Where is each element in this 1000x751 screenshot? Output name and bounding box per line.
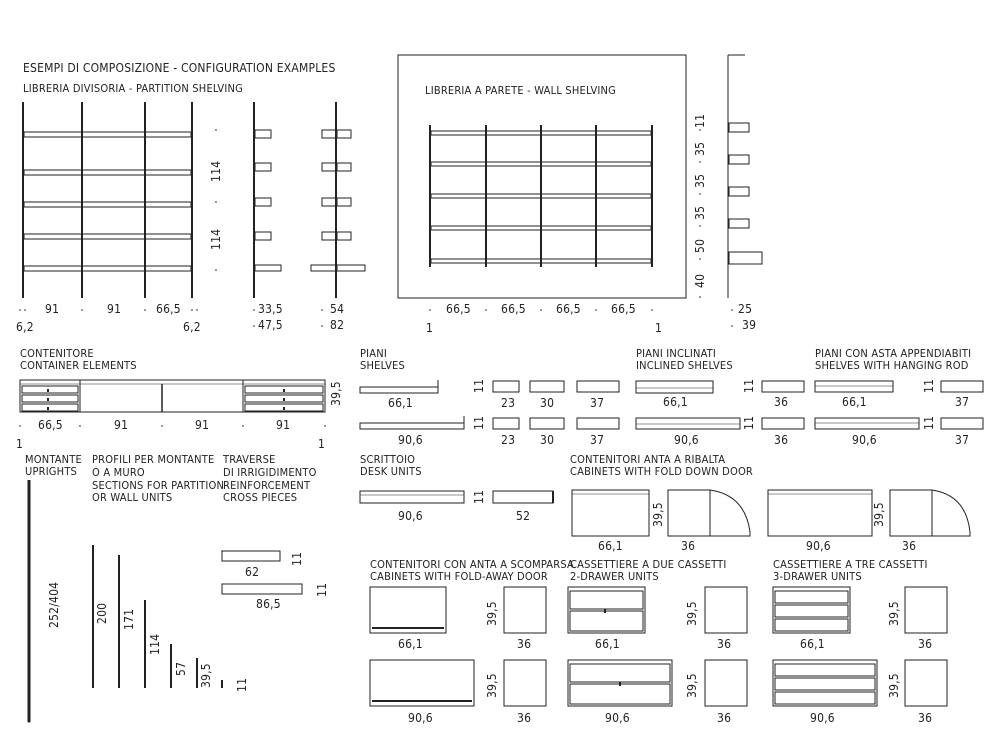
profile-length-114: 114 — [148, 633, 162, 655]
container-width-3: 91 — [195, 418, 210, 432]
twodrawer-width-short: 66,1 — [595, 637, 620, 651]
wall-width-2: 66,5 — [501, 302, 526, 316]
wall-width-3: 66,5 — [556, 302, 581, 316]
threedrawer-height-2: 39,5 — [887, 673, 901, 698]
shelf-width-short: 66,1 — [388, 396, 413, 410]
threedrawer-title-en: 3-DRAWER UNITS — [773, 570, 862, 583]
profiles-title-4: OR WALL UNITS — [92, 491, 173, 504]
inclined-thickness-2: 11 — [742, 415, 756, 430]
folddown-height-1: 39,5 — [651, 502, 665, 527]
shelf-thickness-2: 11 — [472, 415, 486, 430]
partition-height-1: 114 — [209, 160, 223, 182]
container-height: 39,5 — [329, 381, 343, 406]
wall-height-5: 50 — [693, 238, 707, 253]
container-title-en: CONTAINER ELEMENTS — [20, 359, 137, 372]
hanging-thickness-2: 11 — [922, 415, 936, 430]
threedrawer-width-short: 66,1 — [800, 637, 825, 651]
partition-shelving-title: LIBRERIA DIVISORIA - PARTITION SHELVING — [23, 82, 243, 95]
cross-thickness-2: 11 — [315, 582, 329, 597]
container-width-2: 91 — [114, 418, 129, 432]
hanging-thickness-1: 11 — [922, 378, 936, 393]
foldaway-depth-1: 36 — [517, 637, 532, 651]
profile-length-171: 171 — [122, 608, 136, 630]
shelf-depth-30a: 30 — [540, 396, 555, 410]
desk-width: 90,6 — [398, 509, 423, 523]
twodrawer-width-long: 90,6 — [605, 711, 630, 725]
folddown-depth-1: 36 — [681, 539, 696, 553]
wall-side-left: 1 — [426, 321, 434, 335]
twodrawer-title-it: CASSETTIERE A DUE CASSETTI — [570, 558, 727, 571]
partition-width-2: 91 — [107, 302, 122, 316]
container-side-right: 1 — [318, 437, 326, 451]
desk-unit-drawing — [360, 491, 553, 503]
desk-thickness: 11 — [472, 489, 486, 504]
container-title-it: CONTENITORE — [20, 347, 94, 360]
foldaway-width-short: 66,1 — [398, 637, 423, 651]
wall-height-3: 35 — [693, 173, 707, 188]
wall-shelving-side — [728, 55, 762, 298]
cross-title-2: DI IRRIGIDIMENTO — [223, 466, 317, 479]
wall-side-right: 1 — [655, 321, 663, 335]
wall-depth-2: 39 — [742, 318, 757, 332]
shelf-depth-37a: 37 — [590, 396, 605, 410]
container-width-4: 91 — [276, 418, 291, 432]
partition-width-1: 91 — [45, 302, 60, 316]
hanging-title-en: SHELVES WITH HANGING ROD — [815, 359, 969, 372]
container-side-left: 1 — [16, 437, 24, 451]
profile-length-39-5: 39,5 — [199, 663, 213, 688]
profiles-title-1: PROFILI PER MONTANTE — [92, 453, 215, 466]
shelf-depth-23a: 23 — [501, 396, 516, 410]
shelf-depth-30b: 30 — [540, 433, 555, 447]
twodrawer-title-en: 2-DRAWER UNITS — [570, 570, 659, 583]
partition-side-view-a — [254, 102, 281, 298]
threedrawer-width-long: 90,6 — [810, 711, 835, 725]
partition-depth-b1: 54 — [330, 302, 345, 316]
profiles-title-2: O A MURO — [92, 466, 145, 479]
shelves-title-en: SHELVES — [360, 359, 405, 372]
shelves-title-it: PIANI — [360, 347, 387, 360]
folddown-title-it: CONTENITORI ANTA A RIBALTA — [570, 453, 726, 466]
shelf-width-long: 90,6 — [398, 433, 423, 447]
twodrawer-height-2: 39,5 — [685, 673, 699, 698]
wall-width-1: 66,5 — [446, 302, 471, 316]
folddown-height-2: 39,5 — [872, 502, 886, 527]
threedrawer-depth-1: 36 — [918, 637, 933, 651]
foldaway-title-it: CONTENITORI CON ANTA A SCOMPARSA — [370, 558, 574, 571]
shelf-depth-37b: 37 — [590, 433, 605, 447]
folddown-width-long: 90,6 — [806, 539, 831, 553]
wall-height-1: 11 — [693, 113, 707, 128]
wall-height-4: 35 — [693, 205, 707, 220]
inclined-depth-2: 36 — [774, 433, 789, 447]
shelf-depth-23b: 23 — [501, 433, 516, 447]
container-width-1: 66,5 — [38, 418, 63, 432]
cross-length-62: 62 — [245, 565, 260, 579]
profiles-title-3: SECTIONS FOR PARTITION — [92, 479, 225, 492]
cross-title-1: TRAVERSE — [223, 453, 276, 466]
folddown-depth-2: 36 — [902, 539, 917, 553]
uprights-title-en: UPRIGHTS — [25, 465, 78, 478]
profile-length-57: 57 — [174, 661, 188, 676]
hanging-width-long: 90,6 — [852, 433, 877, 447]
twodrawer-depth-2: 36 — [717, 711, 732, 725]
partition-depth-b2: 82 — [330, 318, 345, 332]
threedrawer-height-1: 39,5 — [887, 601, 901, 626]
foldaway-title-en: CABINETS WITH FOLD-AWAY DOOR — [370, 570, 548, 583]
partition-depth-a1: 33,5 — [258, 302, 283, 316]
inclined-title-en: INCLINED SHELVES — [636, 359, 733, 372]
threedrawer-title-it: CASSETTIERE A TRE CASSETTI — [773, 558, 928, 571]
partition-shelving-front — [23, 102, 192, 298]
uprights-title-it: MONTANTE — [25, 453, 82, 466]
partition-width-3: 66,5 — [156, 302, 181, 316]
container-elements-drawing — [20, 380, 325, 412]
folddown-width-short: 66,1 — [598, 539, 623, 553]
wall-depth-1: 25 — [738, 302, 753, 316]
twodrawer-depth-1: 36 — [717, 637, 732, 651]
wall-shelving-title: LIBRERIA A PARETE - WALL SHELVING — [425, 84, 617, 97]
partition-side-left: 6,2 — [16, 320, 34, 334]
foldaway-depth-2: 36 — [517, 711, 532, 725]
folddown-title-en: CABINETS WITH FOLD DOWN DOOR — [570, 465, 754, 478]
inclined-width-long: 90,6 — [674, 433, 699, 447]
threedrawer-depth-2: 36 — [918, 711, 933, 725]
partition-side-view-b — [311, 102, 365, 298]
profile-length-11: 11 — [235, 677, 249, 692]
partition-depth-a2: 47,5 — [258, 318, 283, 332]
foldaway-height-2: 39,5 — [485, 673, 499, 698]
cross-title-3: REINFORCEMENT — [223, 479, 311, 492]
twodrawer-height-1: 39,5 — [685, 601, 699, 626]
partition-side-right: 6,2 — [183, 320, 201, 334]
foldaway-width-long: 90,6 — [408, 711, 433, 725]
desk-title-it: SCRITTOIO — [360, 453, 416, 466]
wall-height-2: 35 — [693, 141, 707, 156]
fold-down-cabinets-drawing — [572, 490, 970, 536]
partition-height-2: 114 — [209, 228, 223, 250]
inclined-depth-1: 36 — [774, 395, 789, 409]
inclined-thickness-1: 11 — [742, 378, 756, 393]
inclined-width-short: 66,1 — [663, 395, 688, 409]
foldaway-height-1: 39,5 — [485, 601, 499, 626]
hanging-depth-2: 37 — [955, 433, 970, 447]
upright-height: 252/404 — [47, 581, 61, 628]
hanging-title-it: PIANI CON ASTA APPENDIABITI — [815, 347, 972, 360]
profile-length-200: 200 — [95, 602, 109, 624]
hanging-width-short: 66,1 — [842, 395, 867, 409]
desk-depth: 52 — [516, 509, 531, 523]
cross-length-86-5: 86,5 — [256, 597, 281, 611]
inclined-title-it: PIANI INCLINATI — [636, 347, 717, 360]
cross-thickness-1: 11 — [290, 551, 304, 566]
wall-height-6: 40 — [693, 273, 707, 288]
desk-title-en: DESK UNITS — [360, 465, 422, 478]
hanging-depth-1: 37 — [955, 395, 970, 409]
main-title: ESEMPI DI COMPOSIZIONE - CONFIGURATION EXAMPLES — [23, 61, 336, 75]
cross-title-4: CROSS PIECES — [223, 491, 298, 504]
wall-width-4: 66,5 — [611, 302, 636, 316]
shelf-thickness-1: 11 — [472, 378, 486, 393]
